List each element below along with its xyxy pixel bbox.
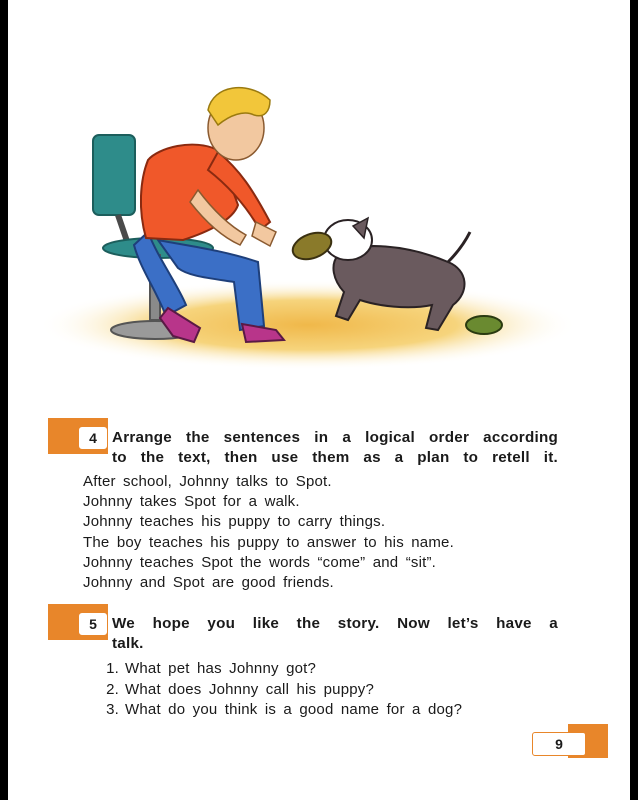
page-number: 9 [532,732,586,756]
list-item: Johnny teaches his puppy to carry things. [83,513,386,531]
list-item: Johnny takes Spot for a walk. [83,493,300,511]
exercise-5-title-line1: We hope you like the story. Now let’s have a [112,615,558,632]
list-item [83,680,462,701]
slipper [466,316,502,334]
list-item: Johnny and Spot are good friends. [83,574,334,592]
exercise-5-instructions [112,614,558,654]
list-item [83,700,462,721]
textbook-page [8,0,630,800]
page-number-block [528,724,608,758]
exercise-5-number: 5 [78,612,108,636]
list-item [83,659,462,680]
exercise-5-title-line2: talk. [112,635,144,652]
question-text: What pet has Johnny got? [125,660,317,677]
list-item: The boy teaches his puppy to answer to his name. [83,533,454,551]
question-text: What do you think is a good name for a dog? [125,701,463,719]
question-text: What does Johnny call his puppy? [125,680,375,698]
question-number: 1. [106,660,119,677]
exercise-4-sentence-list [83,472,454,593]
list-item: Johnny teaches Spot the words “come” and “sit”. [83,553,437,571]
question-number: 2. [106,680,119,698]
exercise-4-number: 4 [78,426,108,450]
exercise-5-question-list [83,659,462,721]
list-item: After school, Johnny talks to Spot. [83,473,332,490]
exercise-4-title-line1: Arrange the sentences in a logical order according [112,429,558,446]
exercise-4-instructions [112,428,558,468]
exercise-4-title-line2: to the text, then use them as a plan to retell it. [112,449,558,466]
boy-and-puppy-illustration [8,0,630,400]
question-number: 3. [106,701,119,719]
